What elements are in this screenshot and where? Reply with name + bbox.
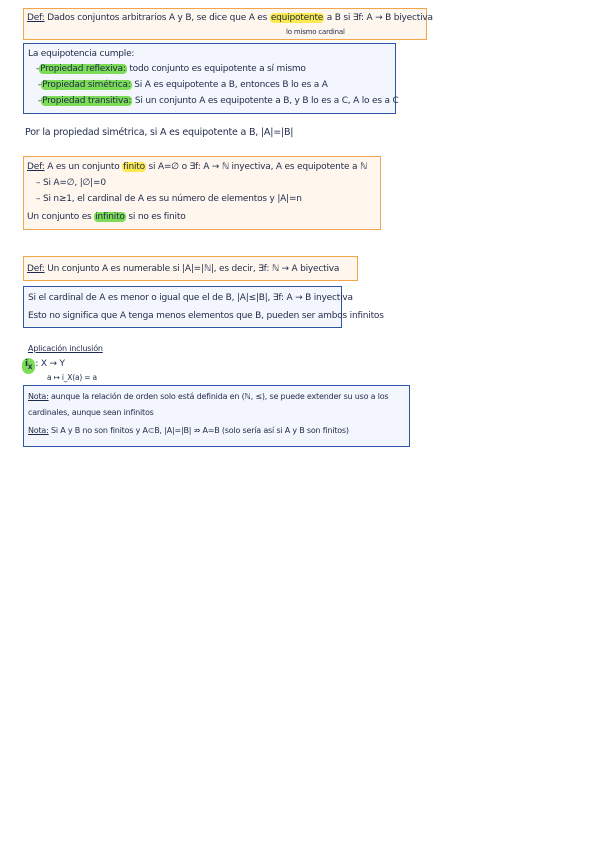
property-label: Propiedad simétrica: (42, 80, 131, 90)
inclusion-title: Aplicación inclusión (28, 344, 103, 353)
infinito-text: si no es finito (125, 212, 186, 222)
property-text: todo conjunto es equipotente a sí mismo (126, 64, 306, 74)
finito-line-2: – Si A=∅, |∅|=0 (36, 178, 106, 188)
def-label: Def: (27, 162, 45, 172)
property-label: Propiedad reflexiva: (40, 64, 126, 74)
inclusion-i: i (25, 359, 28, 369)
finito-highlight: finito (123, 162, 145, 172)
infinito-text: Un conjunto es (27, 212, 95, 222)
property-symmetric: -Propiedad simétrica: Si A es equipotente a B, entonces B lo es a A (38, 80, 328, 90)
notes-box (23, 385, 410, 447)
infinito-line (27, 211, 186, 223)
def-text-after: a B si ∃f: A → B biyectiva (324, 13, 433, 23)
cardinal-order-line-1: Si el cardinal de A es menor o igual que el de B, |A|≤|B|, ∃f: A → B inyectiva (28, 293, 353, 303)
numerable-text: Un conjunto A es numerable si |A|=|ℕ|, es decir, ∃f: ℕ → A biyectiva (44, 264, 340, 274)
nota-label: Nota: (28, 426, 49, 435)
inclusion-symbol (22, 358, 35, 374)
equipotente-highlight: equipotente (270, 13, 324, 23)
def-text-before: Dados conjuntos arbitrarios A y B, se dice que A es (47, 13, 270, 23)
property-text: Si un conjunto A es equipotente a B, y B lo es a C, A lo es a C (132, 96, 399, 106)
definition-equipotente-box (23, 8, 433, 40)
def-label: Def: (27, 13, 45, 23)
finito-line-1 (27, 161, 367, 173)
inclusion-map-text: : X → Y (35, 359, 65, 369)
definition-finito-box (23, 156, 381, 230)
property-transitive: -Propiedad transitiva: Si un conjunto A es equipotente a B, y B lo es a C, A lo es a C (38, 96, 399, 106)
def-label: Def: (27, 264, 45, 274)
numerable-line (27, 263, 339, 275)
symmetric-cardinal-line: Por la propiedad simétrica, si A es equipotente a B, |A|=|B| (25, 127, 294, 138)
properties-box (23, 43, 399, 114)
cardinal-note: lo mismo cardinal (286, 28, 345, 36)
nota-text: Si A y B no son finitos y A⊂B, |A|=|B| ⇏ A=B (solo sería así si A y B son finitos) (48, 426, 349, 435)
cardinal-order-box (23, 286, 384, 328)
property-label: Propiedad transitiva: (42, 96, 132, 106)
nota-text: aunque la relación de orden solo está definida en (ℕ, ≤), se puede extender su uso a los (48, 392, 389, 401)
infinito-highlight: infinito (95, 212, 125, 222)
nota-2 (28, 425, 349, 436)
nota-1-continuation: cardinales, aunque sean infinitos (28, 408, 154, 417)
properties-intro: La equipotencia cumple: (28, 49, 135, 59)
nota-1 (28, 391, 388, 402)
inclusion-sub: X (27, 363, 33, 371)
definition-line (27, 12, 433, 24)
finito-line-3: – Si n≥1, el cardinal de A es su número de elementos y |A|=n (36, 194, 302, 204)
property-text: Si A es equipotente a B, entonces B lo es a A (131, 80, 328, 90)
nota-label: Nota: (28, 392, 49, 401)
property-reflexive: -Propiedad reflexiva: todo conjunto es equipotente a sí mismo (36, 64, 306, 74)
cardinal-order-line-2: Esto no significa que A tenga menos elementos que B, pueden ser ambos infinitos (28, 311, 384, 321)
definition-numerable-box (23, 256, 358, 281)
finito-text: A es un conjunto (44, 162, 123, 172)
finito-text: si A=∅ o ∃f: A → ℕ inyectiva, A es equipotente a ℕ (145, 162, 367, 172)
inclusion-element-line: a ↦ i_X(a) = a (47, 373, 97, 382)
